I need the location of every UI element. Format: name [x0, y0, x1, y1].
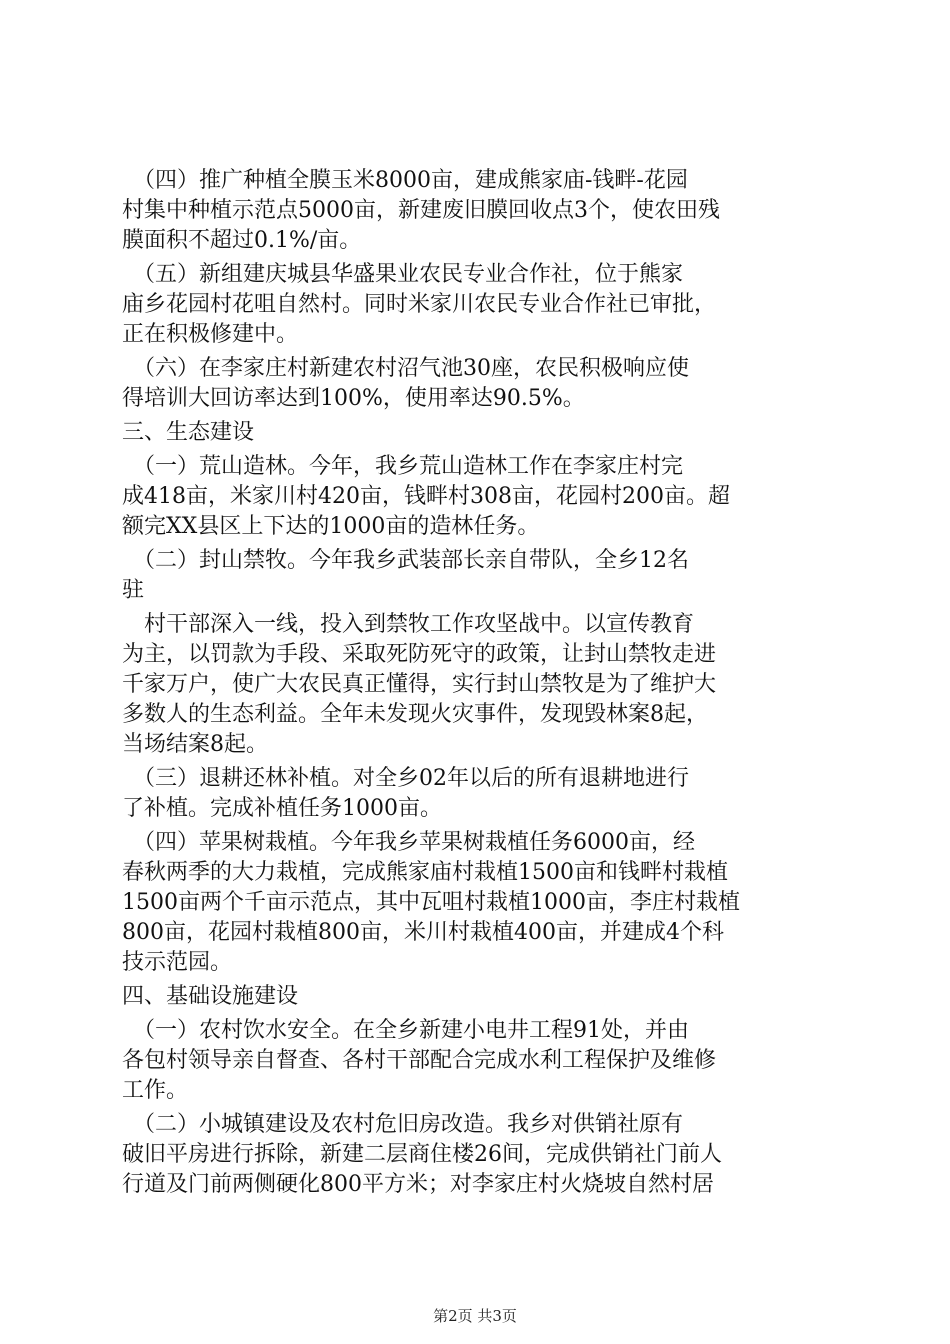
text-line: （四）苹果树栽植。今年我乡苹果树栽植任务6000亩，经: [122, 830, 695, 855]
text-line: 各包村领导亲自督查、各村干部配合完成水利工程保护及维修: [122, 1048, 717, 1073]
text-line: 春秋两季的大力栽植，完成熊家庙村栽植1500亩和钱畔村栽植: [122, 860, 728, 885]
text-line: 得培训大回访率达到100%，使用率达90.5%。: [122, 386, 585, 411]
paragraph: [122, 982, 830, 1012]
paragraph: [122, 828, 830, 978]
text-line: 成418亩，米家川村420亩，钱畔村308亩，花园村200亩。超: [122, 484, 730, 509]
page-footer: 第2页 共3页: [433, 1307, 517, 1325]
text-line: 为主，以罚款为手段、采取死防死守的政策，让封山禁牧走进: [122, 642, 717, 667]
paragraph: [122, 452, 830, 542]
text-line: （一）农村饮水安全。在全乡新建小电井工程91处，并由: [122, 1018, 689, 1043]
text-line: 四、基础设施建设: [122, 984, 299, 1009]
text-line: （五）新组建庆城县华盛果业农民专业合作社，位于熊家: [122, 262, 684, 287]
document-body: [122, 166, 830, 1200]
text-line: 技示范园。: [122, 950, 233, 975]
paragraph: [122, 418, 830, 448]
paragraph: [122, 166, 830, 256]
text-line: 村集中种植示范点5000亩，新建废旧膜回收点3个，使农田残: [122, 198, 720, 223]
text-line: 村干部深入一线，投入到禁牧工作攻坚战中。以宣传教育: [122, 612, 695, 637]
text-line: （二）小城镇建设及农村危旧房改造。我乡对供销社原有: [122, 1112, 684, 1137]
text-line: （四）推广种植全膜玉米8000亩，建成熊家庙-钱畔-花园: [122, 168, 688, 193]
text-line: 千家万户，使广大农民真正懂得，实行封山禁牧是为了维护大: [122, 672, 717, 697]
paragraph: [122, 354, 830, 414]
paragraph: [122, 1110, 830, 1200]
text-line: 当场结案8起。: [122, 732, 268, 757]
text-line: 膜面积不超过0.1%/亩。: [122, 228, 362, 253]
text-line: 额完XX县区上下达的1000亩的造林任务。: [122, 514, 540, 539]
paragraph: [122, 260, 830, 350]
paragraph: [122, 610, 830, 760]
text-line: 驻: [122, 578, 145, 603]
paragraph: [122, 764, 830, 824]
text-line: 行道及门前两侧硬化800平方米；对李家庄村火烧坡自然村居: [122, 1172, 714, 1197]
text-line: 破旧平房进行拆除，新建二层商住楼26间，完成供销社门前人: [122, 1142, 722, 1167]
text-line: （二）封山禁牧。今年我乡武装部长亲自带队，全乡12名: [122, 548, 689, 573]
text-line: 800亩，花园村栽植800亩，米川村栽植400亩，并建成4个科: [122, 920, 724, 945]
paragraph: [122, 1016, 830, 1106]
text-line: （六）在李家庄村新建农村沼气池30座，农民积极响应使: [122, 356, 689, 381]
paragraph: [122, 546, 830, 606]
text-line: 正在积极修建中。: [122, 322, 299, 347]
text-line: 多数人的生态利益。全年未发现火灾事件，发现毁林案8起，: [122, 702, 708, 727]
text-line: （一）荒山造林。今年，我乡荒山造林工作在李家庄村完: [122, 454, 684, 479]
text-line: 三、生态建设: [122, 420, 255, 445]
text-line: （三）退耕还林补植。对全乡02年以后的所有退耕地进行: [122, 766, 689, 791]
text-line: 了补植。完成补植任务1000亩。: [122, 796, 442, 821]
text-line: 工作。: [122, 1078, 189, 1103]
text-line: 庙乡花园村花咀自然村。同时米家川农民专业合作社已审批，: [122, 292, 717, 317]
text-line: 1500亩两个千亩示范点，其中瓦咀村栽植1000亩，李庄村栽植: [122, 890, 740, 915]
